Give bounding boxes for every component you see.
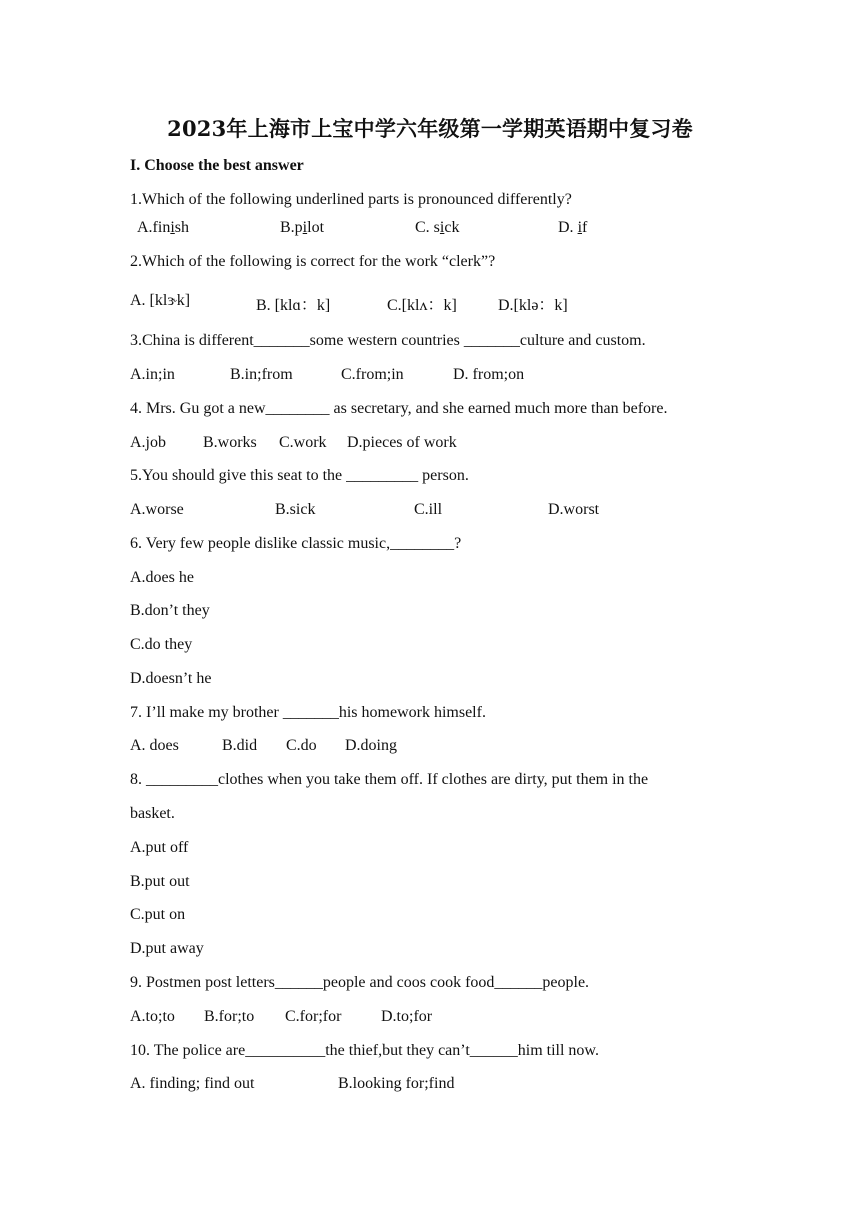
question-9-stem: 9. Postmen post letters______people and coos cook food______people. — [130, 974, 590, 991]
question-9-option-a[interactable]: A.to;to — [130, 1008, 175, 1025]
question-7-option-b[interactable]: B.did — [222, 737, 258, 754]
question-10-option-b[interactable]: B.looking for;find — [338, 1075, 455, 1092]
question-6-stem: 6. Very few people dislike classic music,________? — [130, 535, 462, 552]
question-8-stem: 8. _________clothes when you take them off. If clothes are dirty, put them in the — [130, 771, 649, 788]
question-9-option-c[interactable]: C.for;for — [285, 1008, 342, 1025]
question-8-option-a[interactable]: A.put off — [130, 839, 189, 856]
question-3-stem: 3.China is different_______some western countries _______culture and custom. — [130, 332, 646, 349]
question-9-option-b[interactable]: B.for;to — [204, 1008, 255, 1025]
question-2-option-b[interactable]: B. [klɑ：k] — [256, 297, 331, 314]
question-4-option-b[interactable]: B.works — [203, 434, 257, 451]
question-2-option-c[interactable]: C.[klʌ：k] — [387, 297, 457, 314]
question-7-option-c[interactable]: C.do — [286, 737, 317, 754]
question-3-option-c[interactable]: C.from;in — [341, 366, 404, 383]
question-2-option-a[interactable]: A. [klɝk] — [130, 292, 191, 309]
question-7-stem: 7. I’ll make my brother _______his homework himself. — [130, 704, 486, 721]
question-1-option-d[interactable]: D. if — [558, 219, 588, 236]
question-9-option-d[interactable]: D.to;for — [381, 1008, 433, 1025]
section-heading: I. Choose the best answer — [130, 157, 304, 174]
question-4-option-c[interactable]: C.work — [279, 434, 327, 451]
question-8-option-d[interactable]: D.put away — [130, 940, 204, 957]
question-2-option-d[interactable]: D.[klə：k] — [498, 297, 568, 314]
question-8-option-b[interactable]: B.put out — [130, 873, 190, 890]
question-1-option-a[interactable]: A.finish — [137, 219, 190, 236]
question-3-option-d[interactable]: D. from;on — [453, 366, 525, 383]
question-6-option-c[interactable]: C.do they — [130, 636, 193, 653]
question-7-option-a[interactable]: A. does — [130, 737, 179, 754]
question-5-option-d[interactable]: D.worst — [548, 501, 600, 518]
question-1-stem: 1.Which of the following underlined parts is pronounced differently? — [130, 191, 572, 208]
question-7-option-d[interactable]: D.doing — [345, 737, 397, 754]
question-4-option-d[interactable]: D.pieces of work — [347, 434, 457, 451]
question-5-option-c[interactable]: C.ill — [414, 501, 443, 518]
question-1-option-c[interactable]: C. sick — [415, 219, 460, 236]
question-5-option-a[interactable]: A.worse — [130, 501, 184, 518]
question-10-option-a[interactable]: A. finding; find out — [130, 1075, 255, 1092]
question-2-stem: 2.Which of the following is correct for the work “clerk”? — [130, 253, 496, 270]
question-8-stem-continued: basket. — [130, 805, 175, 822]
question-5-stem: 5.You should give this seat to the _________ person. — [130, 467, 469, 484]
question-6-option-b[interactable]: B.don’t they — [130, 602, 210, 619]
question-6-option-d[interactable]: D.doesn’t he — [130, 670, 212, 687]
question-1-option-b[interactable]: B.pilot — [280, 219, 325, 236]
page-title: 2023年上海市上宝中学六年级第一学期英语期中复习卷 — [167, 116, 693, 141]
question-8-option-c[interactable]: C.put on — [130, 906, 186, 923]
question-3-option-b[interactable]: B.in;from — [230, 366, 293, 383]
question-4-option-a[interactable]: A.job — [130, 434, 166, 451]
question-5-option-b[interactable]: B.sick — [275, 501, 316, 518]
question-4-stem: 4. Mrs. Gu got a new________ as secretary, and she earned much more than before. — [130, 400, 668, 417]
question-3-option-a[interactable]: A.in;in — [130, 366, 175, 383]
question-10-stem: 10. The police are__________the thief,but they can’t______him till now. — [130, 1042, 599, 1059]
question-6-option-a[interactable]: A.does he — [130, 569, 194, 586]
